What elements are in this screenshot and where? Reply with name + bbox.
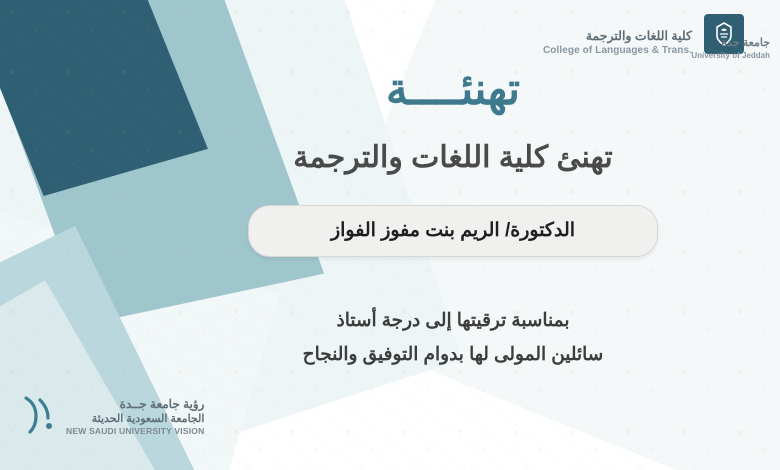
college-name-arabic: كلية اللغات والترجمة (585, 28, 692, 43)
honoree-name: الدكتورة/ الريم بنت مفوز الفواز (330, 219, 576, 241)
university-logo (691, 14, 770, 72)
message-line-1: بمناسبة ترقيتها إلى درجة أستاذ (336, 309, 570, 331)
main-content (150, 60, 756, 372)
vision-english: NEW SAUDI UNIVERSITY VISION (66, 426, 205, 437)
college-name-english: College of Languages & Trans. (542, 44, 692, 56)
vision-logo (18, 392, 204, 442)
congratulation-word: تهنئــــة (385, 65, 521, 114)
message-line-2: سائلين المولى لها بدوام التوفيق والنجاح (302, 343, 604, 365)
college-identity (543, 29, 692, 57)
vision-arabic-line-2: الجامعة السعودية الحديثة (91, 413, 205, 426)
vision-mark-icon (18, 392, 58, 442)
header (542, 14, 770, 72)
message-body (150, 303, 756, 371)
honoree-name-plate (248, 205, 658, 258)
university-name-arabic: جامعة جدة (721, 37, 770, 49)
page-title: تهنئ كلية اللغات والترجمة (293, 141, 613, 174)
vision-arabic-line-1: رؤية جامعة جــدة (119, 396, 205, 411)
vision-text (66, 397, 204, 438)
university-name-english: University of Jeddah (691, 51, 770, 60)
